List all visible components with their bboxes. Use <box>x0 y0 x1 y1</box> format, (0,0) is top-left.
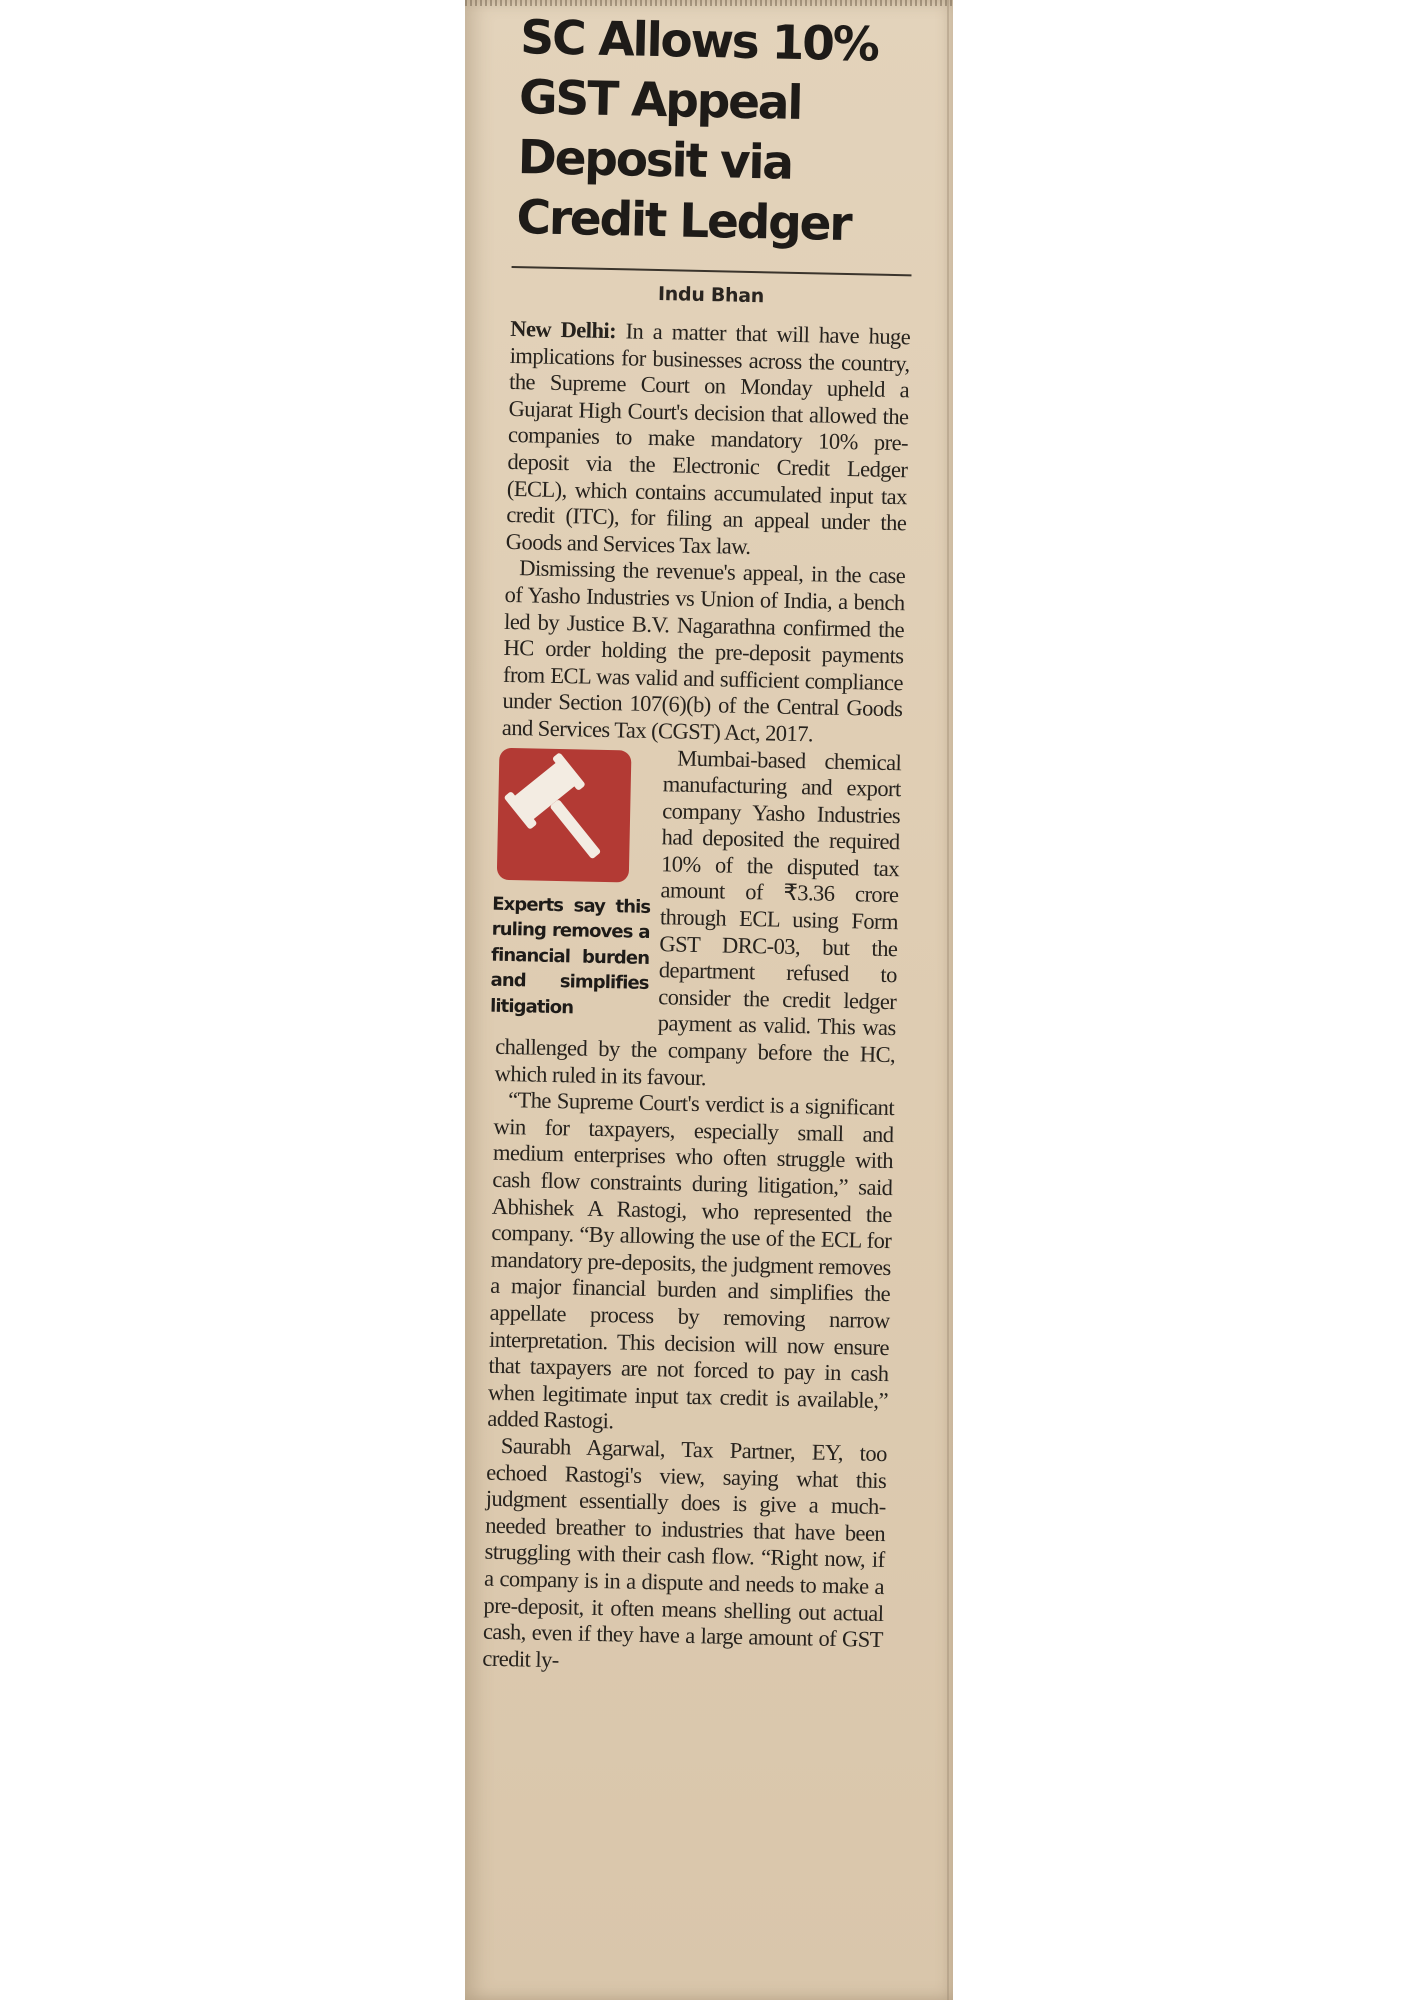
paragraph-text: In a matter that will have huge implications for businesses across the country, the Supreme Court on Monday upheld a Gujarat High Court's decision that allowed the companies to make mandatory 10% pre-deposit via the Electronic Credit Ledger (ECL), which contains accumulated input tax credit (ITC), for filing an appeal under the Goods and Services Tax law. <box>505 318 911 559</box>
article <box>482 8 937 1681</box>
gavel-icon <box>497 747 632 882</box>
article-paragraph: “The Supreme Court's verdict is a significant win for taxpayers, especially small and medium enterprises who often struggle with cash flow constraints during litigation,” said Abhishek A Rastogi, who represented the company. “By allowing the use of the ECL for mandatory pre-deposits, the judgment removes a major financial burden and simplifies the appellate process by removing narrow interpretation. This decision will now ensure that taxpayers are not forced to pay in cash when legitimate input tax credit is available,” added Rastogi. <box>487 1087 895 1434</box>
article-paragraph: Saurabh Agarwal, Tax Partner, EY, too echoed Rastogi's view, saying what this judgment essentially does is give a much-needed breather to industries that have been struggling with their cash flow. “Right now, if a company is in a dispute and needs to make a pre-deposit, it often means shelling out actual cash, even if they have a large amount of GST credit ly- <box>482 1432 888 1672</box>
article-paragraph: Mumbai-based chemical manufacturing and export company Yasho Industries had deposited the required 10% of the disputed tax amount of ₹3.36 crore through ECL using Form GST DRC-03, but the department refused to consider the credit ledger payment as valid. This was challenged by the company before the HC, which ruled in its favour. <box>494 745 902 1090</box>
article-byline: Indu Bhan <box>657 283 765 308</box>
pull-quote: Experts say this ruling removes a financial burden and simplifies litigation <box>489 893 651 1018</box>
newspaper-clipping <box>465 0 953 2000</box>
article-paragraph <box>506 316 911 564</box>
paragraph-with-sidebar <box>489 741 902 1095</box>
column-divider-rule <box>947 0 949 2000</box>
headline-divider <box>512 266 912 276</box>
article-headline: SC Allows 10% GST Appeal Deposit via Credit Ledger <box>516 10 879 253</box>
article-body <box>482 316 910 1680</box>
sidebar-block <box>490 747 654 1022</box>
article-paragraph: Dismissing the revenue's appeal, in the case of Yasho Industries vs Union of India, a bench led by Justice B.V. Nagarathna confirmed the HC order holding the pre-deposit payments from ECL was valid and sufficient compliance under Section 107(6)(b) of the Central Goods and Services Tax (CGST) Act, 2017. <box>501 555 906 747</box>
article-dateline: New Delhi: <box>510 315 617 344</box>
top-border-rule <box>465 0 953 6</box>
